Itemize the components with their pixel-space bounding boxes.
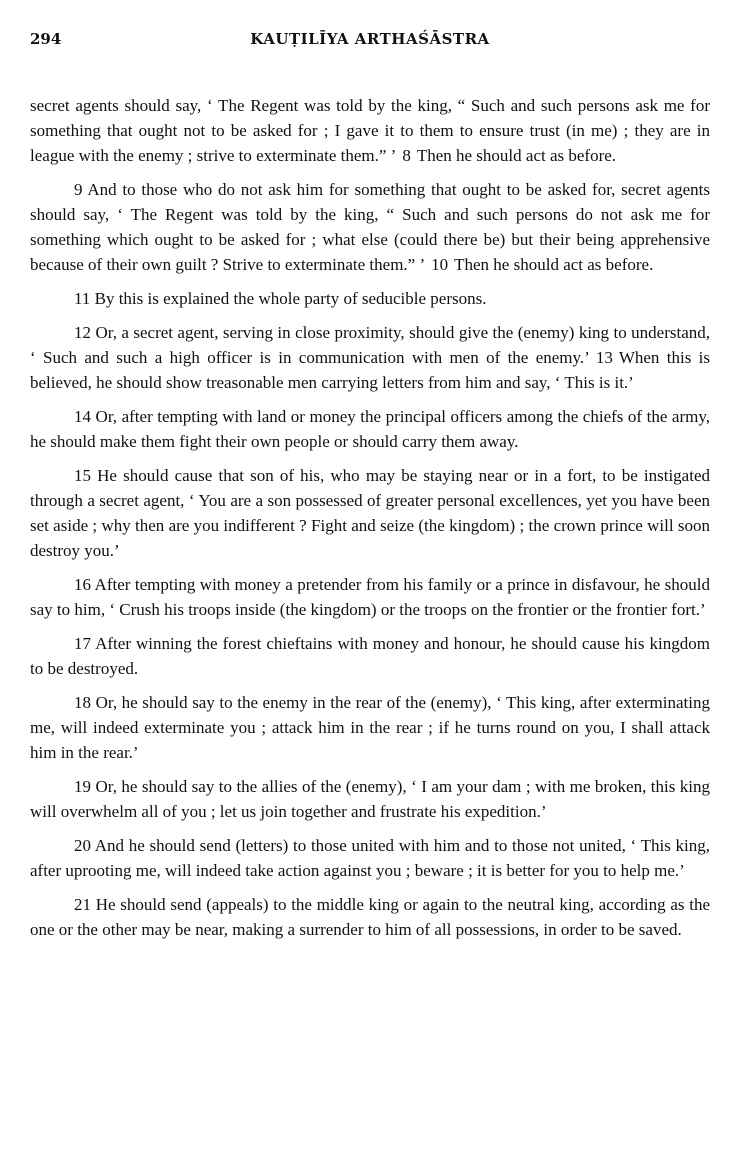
paragraph-text: Then he should act as before. (454, 255, 654, 274)
sentence-number: 17 (74, 634, 91, 653)
page-number: 294 (30, 30, 62, 48)
paragraph (30, 690, 710, 765)
running-title: KAUṬILĪYA ARTHAŚĀSTRA (250, 30, 490, 48)
paragraph-text: He should send (appeals) to the middle king or again to the neutral king, according as the one or the other may be near, making a surrender to him of all possessions, in order to be saved. (30, 895, 711, 939)
paragraph-text: Or, a secret agent, serving in close proximity, should give the (enemy) king to understand, ‘ Such and such a high officer is in communication with men of the enemy.’ (30, 323, 710, 367)
paragraph-text: By this is explained the whole party of seducible persons. (94, 289, 487, 308)
sentence-number: 19 (74, 777, 91, 796)
sentence-number: 8 (402, 146, 411, 165)
sentence-number: 18 (74, 693, 91, 712)
page-header (30, 30, 710, 54)
paragraph (30, 631, 710, 681)
paragraph (30, 320, 710, 395)
paragraph-text: Or, after tempting with land or money the principal officers among the chiefs of the army, he should make them fight their own people or should carry them away. (30, 407, 711, 451)
sentence-number: 12 (74, 323, 91, 342)
paragraph-text: When this is believed, he should show treasonable men carrying letters from him and say, ‘ This is it.’ (30, 348, 710, 392)
sentence-number: 14 (74, 407, 91, 426)
paragraph-text: Then he should act as before. (416, 146, 617, 165)
paragraph (30, 404, 710, 454)
sentence-number: 9 (74, 180, 83, 199)
sentence-number: 13 (595, 348, 613, 367)
paragraph (30, 463, 710, 563)
sentence-number: 10 (431, 255, 449, 274)
paragraph (30, 833, 710, 883)
paragraph-text: After tempting with money a pretender from his family or a prince in disfavour, he should say to him, ‘ Crush his troops inside (the kingdom) or the troops on the frontier or the frontier fort.’ (30, 575, 711, 619)
paragraph-text: And to those who do not ask him for something that ought to be asked for, secret agents should say, ‘ The Regent was told by the king, “ Such and such persons do not ask me for something which ought to be asked for ; what else (could there be) but their being apprehensive because of their own guilt ? Strive to exterminate them.” ’ (30, 180, 711, 274)
paragraph-text: Or, he should say to the enemy in the rear of the (enemy), ‘ This king, after exterminating me, will indeed exterminate you ; attack him in the rear ; if he turns round on you, I shall attack him in the rear.’ (30, 693, 710, 762)
sentence-number: 20 (74, 836, 91, 855)
body-text (30, 93, 710, 951)
sentence-number: 15 (74, 466, 91, 485)
paragraph-text: secret agents should say, ‘ The Regent was told by the king, “ Such and such persons ask me for something that ought not to be asked for ; I gave it to them to ensure trust (in me) ; they are in league with the enemy ; strive to exterminate them.” ’ (30, 96, 710, 165)
paragraph (30, 572, 710, 622)
paragraph (30, 774, 710, 824)
sentence-number: 21 (74, 895, 91, 914)
paragraph (30, 93, 710, 168)
paragraph-text: And he should send (letters) to those united with him and to those not united, ‘ This king, after uprooting me, will indeed take action against you ; beware ; it is better for you to help me.’ (30, 836, 711, 880)
sentence-number: 16 (74, 575, 91, 594)
sentence-number: 11 (74, 289, 91, 308)
paragraph-text: Or, he should say to the allies of the (enemy), ‘ I am your dam ; with me broken, this king will overwhelm all of you ; let us join together and frustrate his expedition.’ (30, 777, 711, 821)
paragraph (30, 892, 710, 942)
paragraph-text: After winning the forest chieftains with money and honour, he should cause his kingdom to be destroyed. (30, 634, 710, 678)
paragraph (30, 177, 710, 277)
paragraph-text: He should cause that son of his, who may be staying near or in a fort, to be instigated through a secret agent, ‘ You are a son possessed of greater personal excellences, yet you have been set aside ; why then are you indifferent ? Fight and seize (the kingdom) ; the crown prince will soon destroy you.’ (30, 466, 710, 560)
paragraph (30, 286, 710, 311)
